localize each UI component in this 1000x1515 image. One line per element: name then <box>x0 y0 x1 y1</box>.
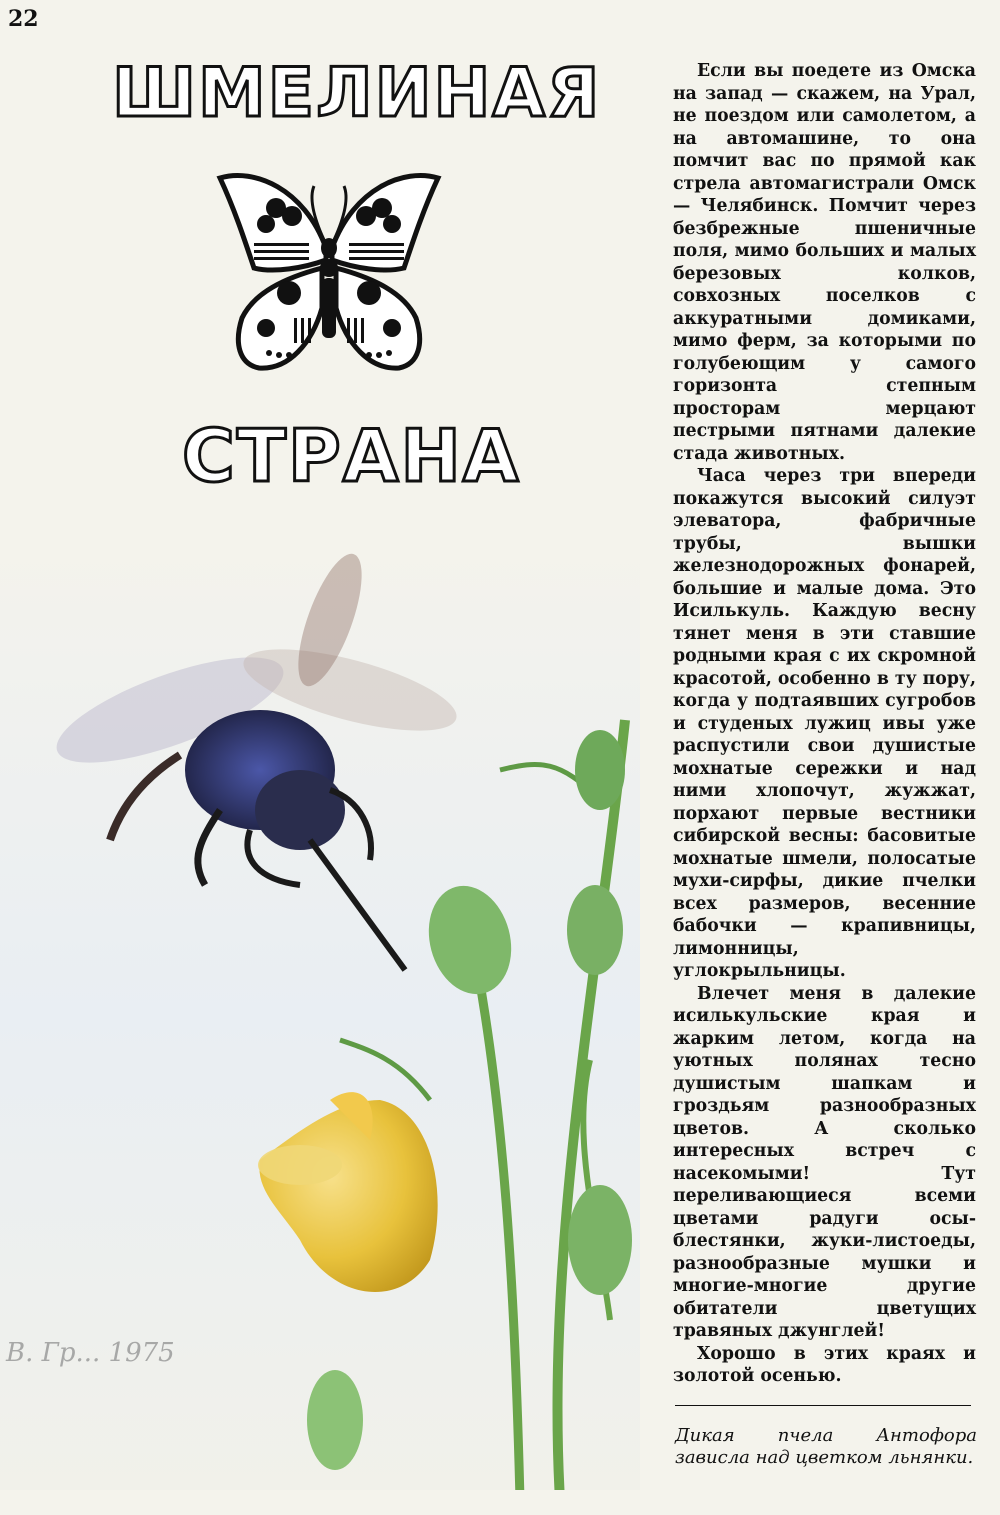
article-paragraph-2: Часа через три впереди покажутся высокий силуэт элеватора, фабричные трубы, вышки железнодорожных фонарей, большие и малые дома. Это Исилькуль. Каждую весну тянет меня в эти ставшие родными края с их скромной красотой, особенно в ту пору, когда у подтаявших сугробов и студеных лужиц ивы уже распустили свои душистые мохнатые сережки и над ними хлопочут, жужжат, порхают первые вестники сибирской весны: басовитые мохнатые шмели, полосатые мухи-сирфы, дикие пчелки всех размеров, весенние бабочки — крапивницы, лимонницы, углокрыльницы. <box>673 466 976 981</box>
caption-divider <box>675 1405 971 1406</box>
article-paragraph-3: Влечет меня в далекие исилькульские края и жарким летом, когда на уютных полянах тесно душистым шапкам и гроздьям разнообразных цветов. А сколько интересных встреч с насекомыми! Тут переливающиеся всеми цветами радуги осы-блестянки, жуки-листоеды, разнообразные мушки и многие-многие другие обитатели цветущих травяных джунглей! <box>673 983 976 1341</box>
illustration-signature: В. Гр... 1975 <box>6 1338 175 1368</box>
article-paragraph-1: Если вы поедете из Омска на запад — скажем, на Урал, не поездом или самолетом, а на автомашине, то она помчит вас по прямой как стрела автомагистрали Омск — Челябинск. Помчит через безбрежные пшеничные поля, мимо больших и малых березовых колков, совхозных поселков с аккуратными домиками, мимо ферм, за которыми по голубеющим у самого горизонта степным просторам мерцают пестрыми пятнами далекие стада животных. <box>673 61 976 464</box>
article-paragraph-4: Хорошо в этих краях и золотой осенью. <box>673 1343 976 1386</box>
title-line-2: СТРАНА <box>182 414 521 498</box>
butterfly-ornament-icon <box>214 168 444 374</box>
page-number: 22 <box>8 6 39 32</box>
article-body <box>673 60 976 1388</box>
illustration-caption: Дикая пчела Антофора зависла над цветком льнянки. <box>675 1425 977 1468</box>
title-line-1: ШМЕЛИНАЯ <box>112 54 602 133</box>
